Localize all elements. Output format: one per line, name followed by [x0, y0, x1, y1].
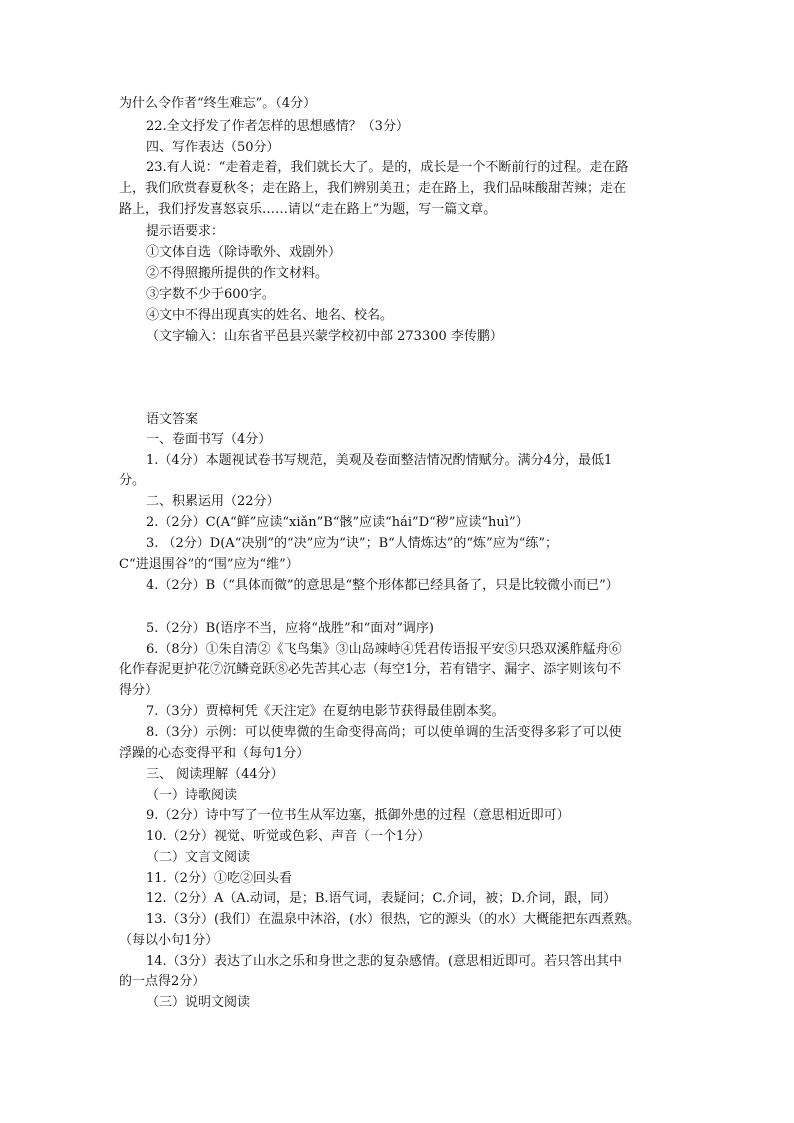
- text-line: 分。: [119, 473, 146, 488]
- text-line: 8.（3分）示例：可以使卑微的生命变得高尚；可以使单调的生活变得多彩了可以使: [146, 725, 622, 740]
- section-heading: 二、积累运用（22分）: [146, 494, 280, 509]
- text-line: 路上，我们抒发喜怒哀乐……请以“走在路上”为题，写一篇文章。: [119, 202, 497, 217]
- text-line: 5.（2分）B(语序不当，应将“战胜”和“面对”调序): [146, 621, 434, 636]
- text-line: ①文体自选（除诗歌外、戏剧外）: [146, 245, 342, 260]
- text-line: 1.（4分）本题视试卷书写规范，美观及卷面整洁情况酌情赋分。满分4分，最低1: [146, 453, 613, 468]
- text-line: 4.（2分）B（“具体而微”的意思是“整个形体都已经具备了，只是比较微小而已”）: [146, 578, 619, 593]
- text-line: 7.（3分）贾樟柯凭《天注定》在夏纳电影节获得最佳剧本奖。: [146, 704, 505, 719]
- text-line: C“进退围谷”的“围”应为“维”）: [119, 557, 299, 572]
- text-line: 2.（2分）C(A“鲜”应读“xiǎn”B“骸”应读“hái”D“秽”应读“huì”）: [146, 515, 529, 530]
- text-line: 23.有人说：“走着走着，我们就长大了。是的，成长是一个不断前行的过程。走在路: [146, 160, 629, 175]
- text-line: 9.（2分）诗中写了一位书生从军边塞，抵御外患的过程（意思相近即可）: [146, 808, 570, 823]
- text-line: 得分）: [119, 683, 159, 698]
- text-line: （文字输入：山东省平邑县兴蒙学校初中部 273300 李传鹏）: [146, 329, 503, 344]
- text-line: （每以小句1分）: [119, 933, 219, 948]
- text-line: 13.（3分）(我们）在温泉中沐浴，(水）很热，它的源头（的水）大概能把东西煮熟。: [146, 912, 641, 927]
- text-line: 12.（2分）A（A.动词，是；B.语气词，表疑问；C.介词，被；D.介词，跟，同）: [146, 891, 617, 906]
- text-line: 11.（2分）①吃②回头看: [146, 871, 292, 886]
- text-line: 提示语要求：: [146, 224, 225, 239]
- text-line: ④文中不得出现真实的姓名、地名、校名。: [146, 308, 394, 323]
- text-line: 6.（8分）①朱自清②《飞鸟集》③山岛竦峙④凭君传语报平安⑤只恐双溪舴艋舟⑥: [146, 642, 622, 657]
- text-line: 上，我们欣赏春夏秋冬；走在路上，我们辨别美丑；走在路上，我们品味酸甜苦辣；走在: [119, 181, 627, 196]
- text-line: ③字数不少于600字。: [146, 287, 275, 302]
- text-line: 14.（3分）表达了山水之乐和身世之悲的复杂感情。(意思相近即可。若只答出其中: [146, 954, 623, 969]
- section-heading: 四、写作表达（50分）: [146, 140, 280, 155]
- text-line: ②不得照搬所提供的作文材料。: [146, 266, 329, 281]
- text-line: 为什么令作者“终生难忘”。（4分）: [119, 96, 317, 111]
- text-line: 浮躁的心态变得平和（每句1分）: [119, 746, 310, 761]
- section-heading: 三、 阅读理解（44分）: [146, 767, 284, 782]
- text-line: 的一点得2分）: [119, 974, 206, 989]
- subsection-heading: （一）诗歌阅读: [146, 788, 238, 803]
- text-line: 10.（2分）视觉、听觉或色彩、声音（一个1分）: [146, 829, 431, 844]
- answer-title: 语文答案: [146, 412, 199, 427]
- subsection-heading: （二）文言文阅读: [146, 850, 251, 865]
- text-line: 化作春泥更护花⑦沉鳞竞跃⑧必先苦其心志（每空1分，若有错字、漏字、添字则该句不: [119, 662, 622, 677]
- subsection-heading: （三）说明文阅读: [146, 995, 251, 1010]
- section-heading: 一、卷面书写（4分）: [146, 432, 272, 447]
- text-line: 3. （2分）D(A“决别”的“决”应为“诀”；B“人情炼达”的“炼”应为“练”；: [146, 536, 558, 551]
- text-line: 22.全文抒发了作者怎样的思想感情？（3分）: [146, 119, 409, 134]
